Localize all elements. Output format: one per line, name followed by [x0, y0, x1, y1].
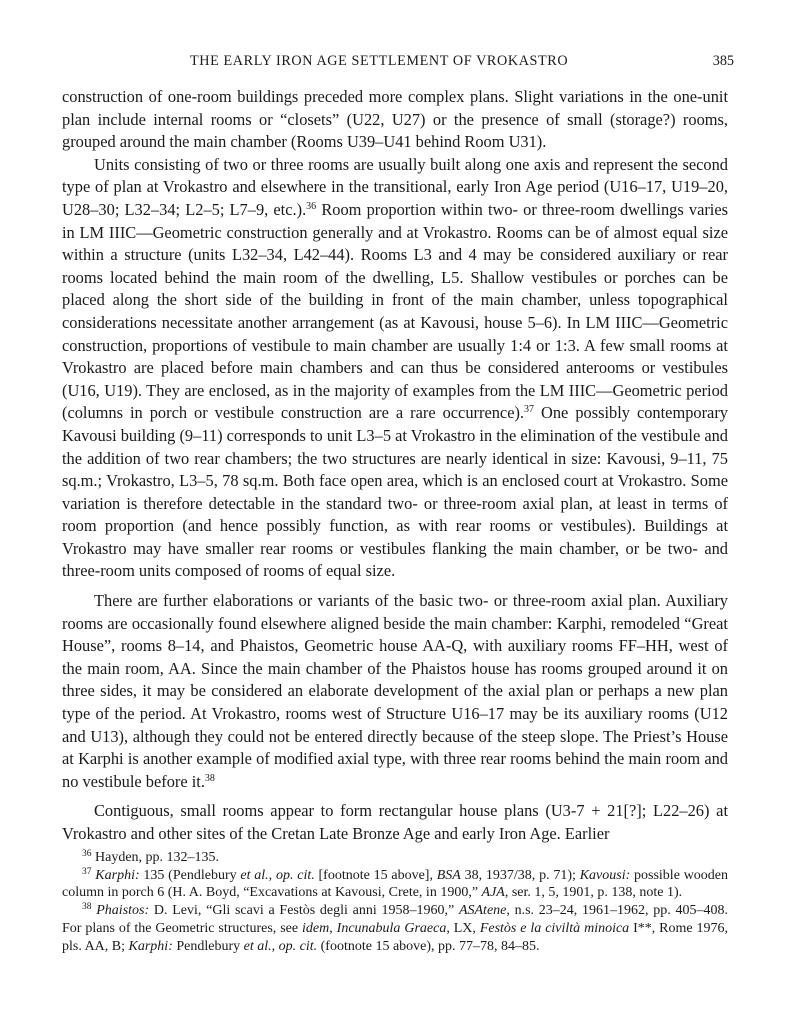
footnote-italic: BSA — [436, 867, 461, 883]
footnote-italic: et al. — [243, 938, 272, 954]
paragraph — [62, 590, 728, 793]
footnote-text: 135 (Pendlebury — [139, 867, 241, 883]
footnote-36 — [62, 849, 728, 867]
footnote-text: , LX, — [446, 920, 480, 936]
footnote-label: Karphi: — [95, 867, 140, 883]
footnotes — [62, 849, 728, 955]
paragraph-text: Units consisting of two or three rooms are usually built along one axis and represent the second type of plan at Vrokastro and elsewhere in the transitional, early Iron Age period (U16–17, U19–20, U28–30; L32–34; L2–5; L7–9, etc.). — [62, 154, 728, 219]
page-number: 385 — [712, 53, 734, 69]
footnote-italic: AJA — [481, 885, 505, 901]
paragraph-text: Room proportion within two- or three-room dwellings varies in LM IIIC—Geometric construction generally and at Vrokastro. Rooms can be of almost equal size within a structure (units L32–34, L42–44). Rooms L3 and 4 may be considered auxiliary or rear rooms located behind the main room of the dwelling, L5. Shallow vestibules or porches can be placed along the short side of the building in front of the main chamber, unless topographical considerations necessitate another arrangement (as at Kavousi, house 5–6). In LM IIIC—Geometric construction, proportions of vestibule to main chamber are usually 1:4 or 1:3. A few small rooms at Vrokastro are placed before main chambers and can thus be considered anterooms or vestibules (U16, U19). They are enclosed, as in the majority of examples from the LM IIIC—Geometric period (columns in porch or vestibule construction are a rare occurrence). — [62, 199, 729, 423]
footnote-ref[interactable]: 37 — [524, 404, 535, 416]
footnote-38 — [62, 902, 728, 955]
paragraph-text: construction of one-room buildings preceded more complex plans. Slight variations in the one-unit plan include internal rooms or “closets” (U22, U27) or the presence of small (storage?) rooms, grouped around the main chamber (Rooms U39–U41 behind Room U31). — [62, 87, 728, 152]
footnote-text: , — [329, 920, 337, 936]
paragraph-gap — [62, 793, 728, 800]
footnote-ref[interactable]: 38 — [204, 772, 215, 784]
paragraph-text: There are further elaborations or variants of the basic two- or three-room axial plan. Auxiliary rooms are occasionally found elsewhere aligned beside the main chamber: Karphi, remodeled “Great House”, rooms 8–14, and Phaistos, Geometric house AA-Q, with auxiliary rooms FF–HH, west of the main room, AA. Since the main chamber of the Phaistos house has rooms grouped around it on three sides, it may be considered an elaborate development of the axial plan or perhaps a new plan type of the period. At Vrokastro, rooms west of Structure U16–17 may be its auxiliary rooms (U12 and U13), although they could not be entered directly because of the steep slope. The Priest’s House at Karphi is another example of modified axial type, with three rear rooms behind the main room and no vestibule before it. — [62, 591, 728, 791]
footnote-italic: idem — [302, 920, 330, 936]
paragraph — [62, 86, 728, 154]
footnote-italic: Kavousi: — [579, 867, 631, 883]
footnote-text: , n.s. 23–24, 1961–1962, pp. 405–408. For plans of the Geometric structures, see — [62, 903, 729, 936]
footnote-label: Phaistos: — [96, 903, 150, 919]
footnote-italic: Festòs e la civiltà minoica — [479, 920, 630, 936]
footnote-text: , — [271, 938, 279, 954]
footnote-number: 38 — [82, 902, 92, 913]
footnote-italic: ASAtene — [458, 903, 507, 919]
footnote-italic: et al. — [240, 867, 269, 883]
footnote-text: (footnote 15 above), pp. 77–78, 84–85. — [317, 938, 540, 954]
footnote-text: I**, Rome 1976, pls. AA, B; — [62, 920, 729, 954]
footnote-37 — [62, 867, 728, 902]
footnote-number: 36 — [82, 849, 92, 859]
paragraph-gap — [62, 583, 728, 590]
paragraph-text: One possibly contemporary Kavousi building (9–11) corresponds to unit L3–5 at Vrokastro in the elimination of the vestibule and the addition of two rear chambers; the two structures are nearly identical in size: Kavousi, 9–11, 75 sq.m.; Vrokastro, L3–5, 78 sq.m. Both face open area, which is an enclosed court at Vrokastro. Some variation is therefore detectable in the standard two- or three-room axial plan, at least in terms of room proportion (and hence possibly function, as with rear rooms or vestibules). Buildings at Vrokastro may have smaller rear rooms or vestibules flanking the main chamber, or be two- and three-room units composed of rooms of equal size. — [62, 403, 728, 581]
body-text — [62, 86, 728, 846]
footnote-number: 37 — [82, 866, 92, 877]
running-title: THE EARLY IRON AGE SETTLEMENT OF VROKASTRO — [190, 53, 569, 69]
footnote-italic: Karphi: — [128, 938, 173, 954]
paragraph — [62, 154, 728, 583]
paragraph-text: Contiguous, small rooms appear to form rectangular house plans (U3-7 + 21[?]; L22–26) at Vrokastro and other sites of the Cretan Late Bronze Age and early Iron Age. Earlier — [62, 801, 728, 843]
footnote-text: 38, 1937/38, p. 71); — [460, 867, 580, 883]
footnote-text: possible wooden column in porch 6 (H. A. Boyd, “Excavations at Kavousi, Crete, in 1900,” — [62, 867, 729, 901]
running-header — [62, 53, 734, 73]
footnote-italic: op. cit. — [278, 938, 318, 954]
paragraph — [62, 800, 728, 845]
footnote-text: [footnote 15 above], — [314, 867, 437, 883]
footnote-text: D. Levi, “Gli scavi a Festòs degli anni 1958–1960,” — [149, 903, 459, 919]
footnote-text: Pendlebury — [172, 938, 244, 954]
footnote-text: Hayden, pp. 132–135. — [95, 850, 220, 865]
footnote-text: , — [268, 867, 276, 883]
footnote-ref[interactable]: 36 — [306, 200, 317, 212]
footnote-italic: op. cit. — [275, 867, 315, 883]
footnote-italic: Incunabula Graeca — [336, 920, 447, 936]
footnote-text: , ser. 1, 5, 1901, p. 138, note 1). — [504, 885, 683, 901]
